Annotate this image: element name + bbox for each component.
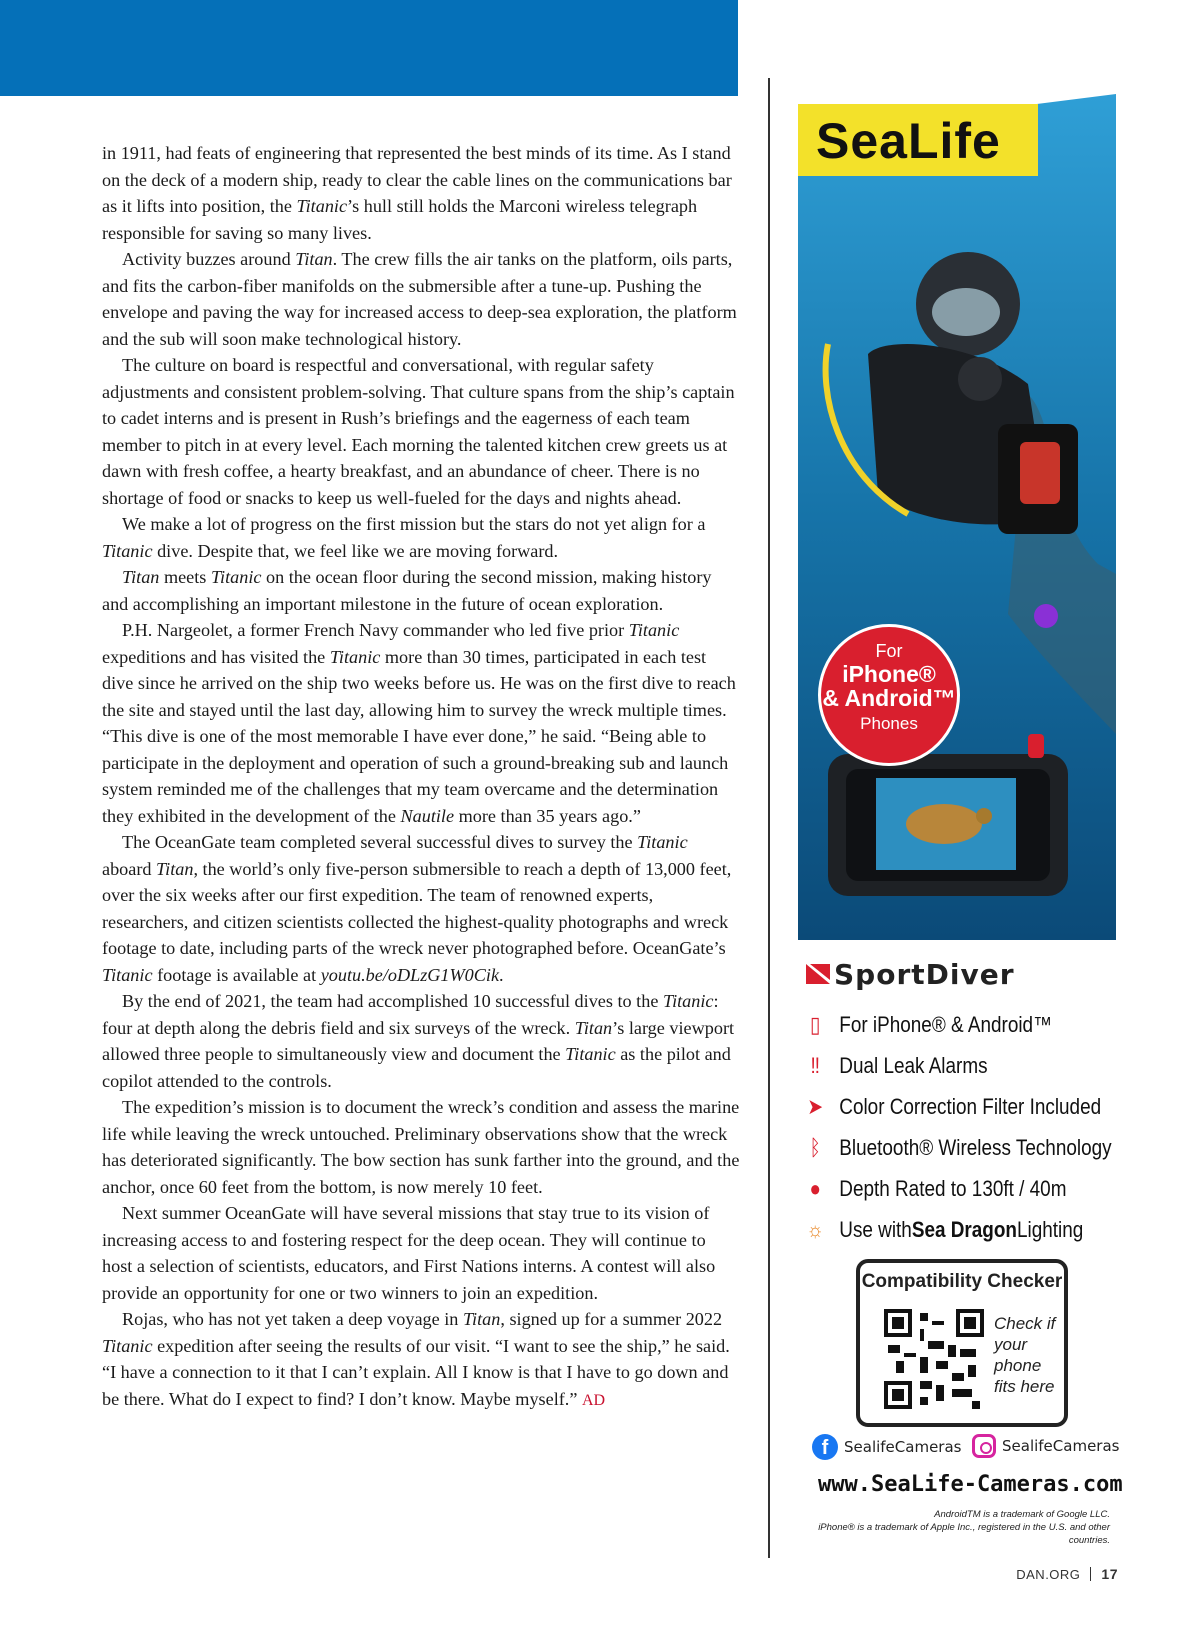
feature-item: ‼ Dual Leak Alarms bbox=[798, 1045, 1133, 1086]
instagram-icon bbox=[972, 1434, 996, 1458]
phone-compatibility-badge: For iPhone® & Android™ Phones bbox=[818, 624, 960, 766]
text-run: on the ocean floor during the second mission, making history and accomplishing an important milestone in the future of ocean exploration. bbox=[102, 567, 712, 614]
article-paragraph bbox=[102, 1306, 740, 1414]
drop-icon: ● bbox=[809, 1175, 821, 1201]
article-paragraph bbox=[102, 511, 740, 564]
footer-divider bbox=[1090, 1567, 1091, 1581]
sealife-logo: SeaLife bbox=[798, 104, 1038, 176]
text-run: Titanic bbox=[102, 1335, 153, 1356]
article-paragraph bbox=[102, 988, 740, 1094]
text-run: Titanic bbox=[662, 991, 714, 1011]
sun-icon: ☼ bbox=[806, 1216, 824, 1242]
compatibility-checker-box: Compatibility Checker Check if your phone fits here bbox=[856, 1259, 1068, 1427]
sealife-advertisement bbox=[798, 94, 1138, 1564]
feature-item: ▯ For iPhone® & Android™ bbox=[798, 1004, 1133, 1045]
header-color-band bbox=[0, 0, 738, 96]
text-run: The culture on board is respectful and conversational, with regular safety adjustments and consistent problem-solving. That culture spans from the ship’s captain to cadet interns and is present in Rush’s briefings and the eagerness of each team member to pitch in at every level. Each morning the talented kitchen crew greets us at dawn with fresh coffee, a hearty breakfast, and an abundance of cheer. There is no shortage of food or snacks to keep us well-fueled for the days and nights ahead. bbox=[102, 355, 735, 508]
feature-item: ● Depth Rated to 130ft / 40m bbox=[798, 1168, 1133, 1209]
text-run: Nautile bbox=[400, 805, 455, 826]
text-run: Titanic bbox=[628, 620, 680, 640]
text-run: more than 35 years ago.” bbox=[454, 805, 641, 826]
text-run: Titanic bbox=[637, 832, 688, 852]
article-paragraph bbox=[102, 1094, 740, 1200]
article-body bbox=[102, 140, 740, 1414]
text-run: Titanic bbox=[102, 964, 153, 985]
end-mark: AD bbox=[581, 1391, 606, 1409]
article-paragraph bbox=[102, 140, 740, 246]
instagram-handle[interactable]: SealifeCameras bbox=[972, 1434, 1119, 1458]
article-paragraph bbox=[102, 246, 740, 352]
site-name: DAN.ORG bbox=[1016, 1567, 1081, 1582]
text-run: Titanic bbox=[102, 540, 153, 561]
social-handles bbox=[812, 1434, 1142, 1468]
feature-item: ᛒ Bluetooth® Wireless Technology bbox=[798, 1127, 1133, 1168]
phone-icon: ▯ bbox=[809, 1011, 821, 1037]
text-run: Titanic bbox=[565, 1044, 616, 1064]
alarm-icon: ‼ bbox=[810, 1052, 820, 1078]
text-run: ’s hull still holds the Marconi wireless telegraph responsible for saving so many lives. bbox=[102, 196, 698, 243]
bluetooth-icon: ᛒ bbox=[809, 1134, 821, 1160]
feature-item: ➤ Color Correction Filter Included bbox=[798, 1086, 1133, 1127]
text-run: Titan bbox=[574, 1017, 613, 1038]
text-run: ’s large viewport allowed three people to simultaneously view and document the bbox=[102, 1017, 735, 1064]
text-run: Titan bbox=[462, 1309, 501, 1329]
text-run: : four at depth along the debris field and six surveys of the wreck. bbox=[102, 991, 719, 1038]
text-run: footage is available at bbox=[152, 964, 321, 985]
text-run: Activity buzzes around bbox=[122, 249, 296, 269]
ad-photo-diver-with-camera bbox=[798, 94, 1130, 940]
text-run: . bbox=[499, 964, 504, 985]
text-run: as the pilot and copilot attended to the controls. bbox=[102, 1044, 731, 1091]
text-run: Rojas, who has not yet taken a deep voyage in bbox=[122, 1309, 463, 1329]
text-run: . The crew fills the air tanks on the platform, oils parts, and fits the carbon-fiber manifolds on the submersible after a tune-up. Pushing the envelope and paving the way for increased access to deep-sea exploration, the platform and the sub will soon make technological history. bbox=[102, 249, 737, 349]
text-run: in 1911, had feats of engineering that represented the best minds of its time. As I stand on the deck of a modern ship, ready to clear the cable lines on the communications bar as it lifts into position, the bbox=[102, 143, 732, 216]
qr-code-icon[interactable] bbox=[884, 1309, 984, 1409]
sportdiver-logo: SportDiver bbox=[806, 956, 1126, 992]
feature-item: ☼ Use with Sea Dragon Lighting bbox=[798, 1209, 1133, 1250]
text-run: more than 30 times, participated in each test dive since he arrived on the ship two weeks before us. He was on the first dive to reach the site and stayed until the last day, allowing him to survey the wreck multiple times. “This dive is one of the most memorable I have ever done,” he said. “Being able to participate in the deployment and operation of such a ground-breaking sub and launch system reminded me of the challenges that my team overcame and the determination they exhibited in the development of the bbox=[102, 646, 736, 826]
text-run: P.H. Nargeolet, a former French Navy commander who led five prior bbox=[122, 620, 629, 640]
page-number: 17 bbox=[1101, 1566, 1118, 1582]
text-run: aboard bbox=[102, 858, 157, 879]
trademark-fine-print: AndroidTM is a trademark of Google LLC. iPhone® is a trademark of Apple Inc., registered in the U.S. and other countries. bbox=[818, 1509, 1110, 1546]
text-run: Titanic bbox=[210, 567, 262, 587]
text-run: We make a lot of progress on the first mission but the stars do not yet align for a bbox=[122, 514, 706, 534]
website-url[interactable]: www.SeaLife-Cameras.com bbox=[818, 1472, 1123, 1497]
sportdiver-mark-icon bbox=[806, 964, 830, 984]
fish-icon: ➤ bbox=[807, 1093, 824, 1119]
text-run: , signed up for a summer 2022 bbox=[500, 1309, 723, 1329]
text-run: Titan bbox=[122, 567, 160, 587]
text-run: Titanic bbox=[329, 646, 381, 667]
text-run: The OceanGate team completed several successful dives to survey the bbox=[122, 832, 638, 852]
article-paragraph bbox=[102, 617, 740, 829]
facebook-handle[interactable]: f SealifeCameras bbox=[812, 1434, 961, 1460]
facebook-icon: f bbox=[812, 1434, 838, 1460]
text-run: youtu.be/oDLzG1W0Cik bbox=[320, 964, 500, 985]
text-run: Next summer OceanGate will have several missions that stay true to its vision of increasing access to and fostering respect for the deep ocean. They will continue to host a selection of scientists, educators, and First Nations interns. A contest will also provide an opportunity for one or two winners to join an expedition. bbox=[102, 1203, 716, 1303]
text-run: dive. Despite that, we feel like we are moving forward. bbox=[152, 540, 559, 561]
article-paragraph bbox=[102, 352, 740, 511]
text-run: By the end of 2021, the team had accomplished 10 successful dives to the bbox=[122, 991, 663, 1011]
text-run: expeditions and has visited the bbox=[102, 646, 330, 667]
text-run: meets bbox=[159, 567, 211, 587]
article-paragraph bbox=[102, 829, 740, 988]
column-divider bbox=[768, 78, 770, 1558]
article-paragraph bbox=[102, 1200, 740, 1306]
text-run: expedition after seeing the results of our visit. “I want to see the ship,” he said. “I have a connection to it that I can’t explain. All I know is that I have to go down and be there. What do I expect to find? I don’t know. Maybe myself.” bbox=[102, 1335, 730, 1409]
text-run: Titanic bbox=[296, 196, 348, 216]
feature-list bbox=[798, 1004, 1138, 1250]
article-paragraph bbox=[102, 564, 740, 617]
page-footer bbox=[1016, 1566, 1118, 1582]
text-run: Titan bbox=[295, 249, 333, 269]
text-run: , the world’s only five-person submersible to reach a depth of 13,000 feet, over the six weeks after our first expedition. The team of renowned experts, researchers, and citizen scientists collected the highest-quality photographs and wreck footage to date, including parts of the wreck never photographed before. OceanGate’s bbox=[102, 858, 732, 958]
text-run: Titan bbox=[156, 858, 194, 879]
text-run: The expedition’s mission is to document the wreck’s condition and assess the marine life while leaving the wreck untouched. Preliminary observations show that the wreck has deteriorated significantly. The bow section has sunk farther into the ground, and the anchor, once 60 feet from the bottom, is now merely 10 feet. bbox=[102, 1097, 740, 1197]
